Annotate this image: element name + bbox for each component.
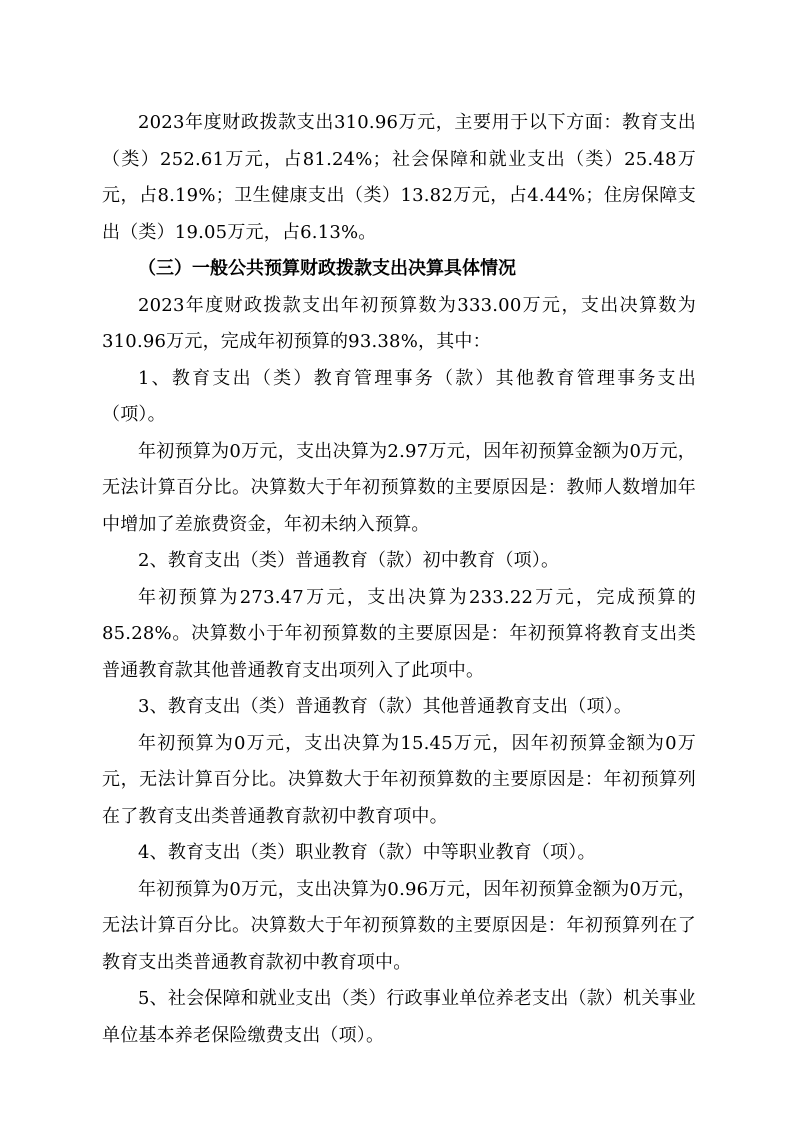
paragraph-expenditure-summary: 2023年度财政拨款支出310.96万元，主要用于以下方面：教育支出（类）252.61万元，占81.24%；社会保障和就业支出（类）25.48万元，占8.19%；卫生健康支出（类）13.82万元，占4.44%；住房保障支出（类）19.05万元，占6.13%。: [102, 112, 696, 243]
item-3-title: 3、教育支出（类）普通教育（款）其他普通教育支出（项）。: [138, 696, 633, 717]
item-4-body: 年初预算为0万元，支出决算为0.96万元，因年初预算金额为0万元，无法计算百分比。决算数大于年初预算数的主要原因是：年初预算列在了教育支出类普通教育款初中教育项中。: [102, 878, 696, 973]
item-1-title: 1、教育支出（类）教育管理事务（款）其他教育管理事务支出（项）。: [102, 367, 696, 425]
item-1-body: 年初预算为0万元，支出决算为2.97万元，因年初预算金额为0万元，无法计算百分比。决算数大于年初预算数的主要原因是：教师人数增加年中增加了差旅费资金，年初未纳入预算。: [102, 440, 696, 535]
item-4-title: 4、教育支出（类）职业教育（款）中等职业教育（项）。: [138, 842, 596, 863]
section-heading: （三）一般公共预算财政拨款支出决算具体情况: [138, 258, 516, 279]
item-5-title: 5、社会保障和就业支出（类）行政事业单位养老支出（款）机关事业单位基本养老保险缴费支出（项）。: [102, 988, 696, 1046]
item-3-body: 年初预算为0万元，支出决算为15.45万元，因年初预算金额为0万元，无法计算百分比。决算数大于年初预算数的主要原因是：年初预算列在了教育支出类普通教育款初中教育项中。: [102, 732, 696, 827]
item-2-body: 年初预算为273.47万元，支出决算为233.22万元，完成预算的85.28%。决算数小于年初预算数的主要原因是：年初预算将教育支出类普通教育款其他普通教育支出项列入了此项中。: [102, 586, 696, 681]
item-2-title: 2、教育支出（类）普通教育（款）初中教育（项）。: [138, 550, 560, 571]
document-body: [102, 105, 696, 1054]
paragraph-intro: 2023年度财政拨款支出年初预算数为333.00万元，支出决算数为310.96万元，完成年初预算的93.38%，其中：: [102, 294, 696, 352]
